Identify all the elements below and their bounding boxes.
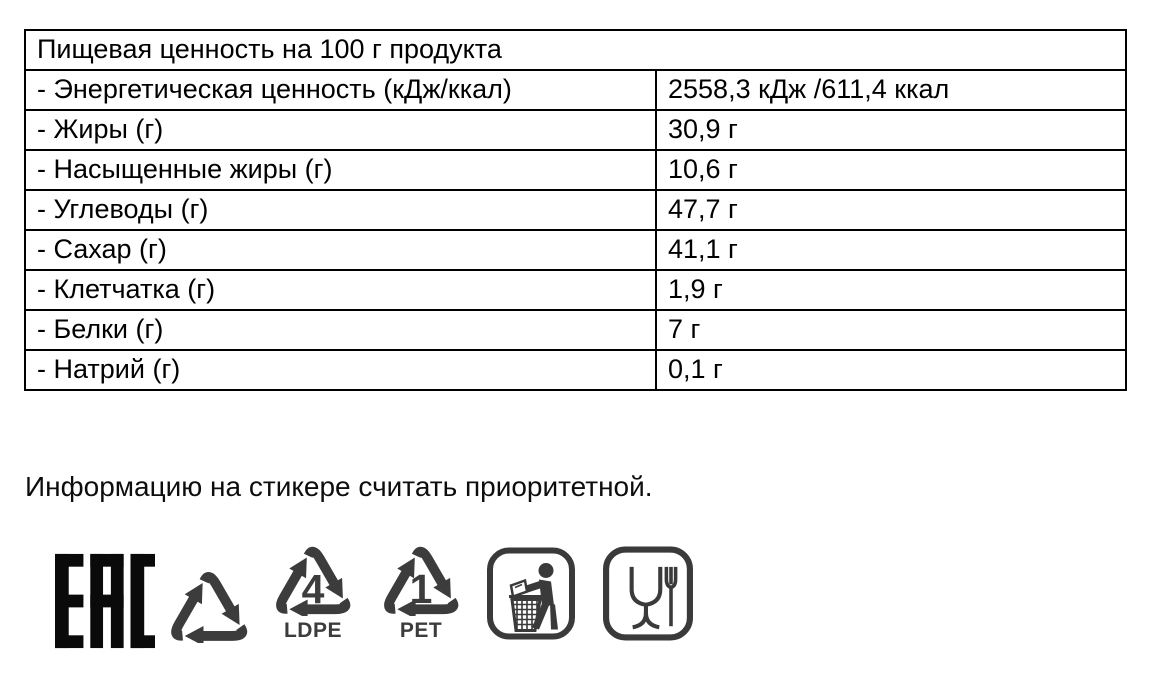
recycling-code-number: 4: [301, 565, 325, 612]
table-row: [25, 110, 1126, 150]
nutrient-value: 30,9 г: [656, 110, 1126, 150]
nutrient-label: - Углеводы (г): [25, 190, 656, 230]
recycling-code-label: LDPE: [283, 619, 342, 642]
nutrient-value: 7 г: [656, 310, 1126, 350]
nutrient-label: - Сахар (г): [25, 230, 656, 270]
recycling-code-pet: [378, 540, 464, 643]
table-row: [25, 70, 1126, 110]
table-row: [25, 350, 1126, 390]
nutrition-table: [24, 29, 1127, 391]
nutrient-label: - Жиры (г): [25, 110, 656, 150]
table-row: [25, 190, 1126, 230]
nutrient-value: 0,1 г: [656, 350, 1126, 390]
recycling-loop-4-icon: [271, 540, 355, 616]
nutrient-value: 10,6 г: [656, 150, 1126, 190]
recycling-code-number: 1: [409, 565, 433, 612]
eac-mark-icon: [55, 553, 155, 649]
nutrient-label: - Энергетическая ценность (кДж/ккал): [25, 70, 656, 110]
recycling-loop-1-icon: [379, 540, 463, 616]
nutrient-value: 47,7 г: [656, 190, 1126, 230]
table-row: [25, 310, 1126, 350]
nutrient-value: 2558,3 кДж /611,4 ккал: [656, 70, 1126, 110]
recycling-code-ldpe: [270, 540, 356, 643]
recycling-code-label: PET: [399, 619, 443, 642]
table-row: [25, 150, 1126, 190]
nutrient-label: - Клетчатка (г): [25, 270, 656, 310]
nutrient-label: - Белки (г): [25, 310, 656, 350]
food-safe-glass-fork-icon: [602, 545, 694, 642]
nutrient-label: - Насыщенные жиры (г): [25, 150, 656, 190]
nutrient-label: - Натрий (г): [25, 350, 656, 390]
nutrient-value: 1,9 г: [656, 270, 1126, 310]
nutrient-value: 41,1 г: [656, 230, 1126, 270]
certification-icons-row: [0, 538, 1153, 668]
table-row: [25, 270, 1126, 310]
tidyman-icon: [486, 545, 576, 642]
table-row: [25, 230, 1126, 270]
nutrition-table-header-row: [25, 30, 1126, 70]
recycling-loop-icon: [166, 565, 252, 643]
nutrition-table-title: Пищевая ценность на 100 г продукта: [25, 30, 1126, 70]
sticker-priority-note: Информацию на стикере считать приоритетной.: [25, 471, 653, 502]
